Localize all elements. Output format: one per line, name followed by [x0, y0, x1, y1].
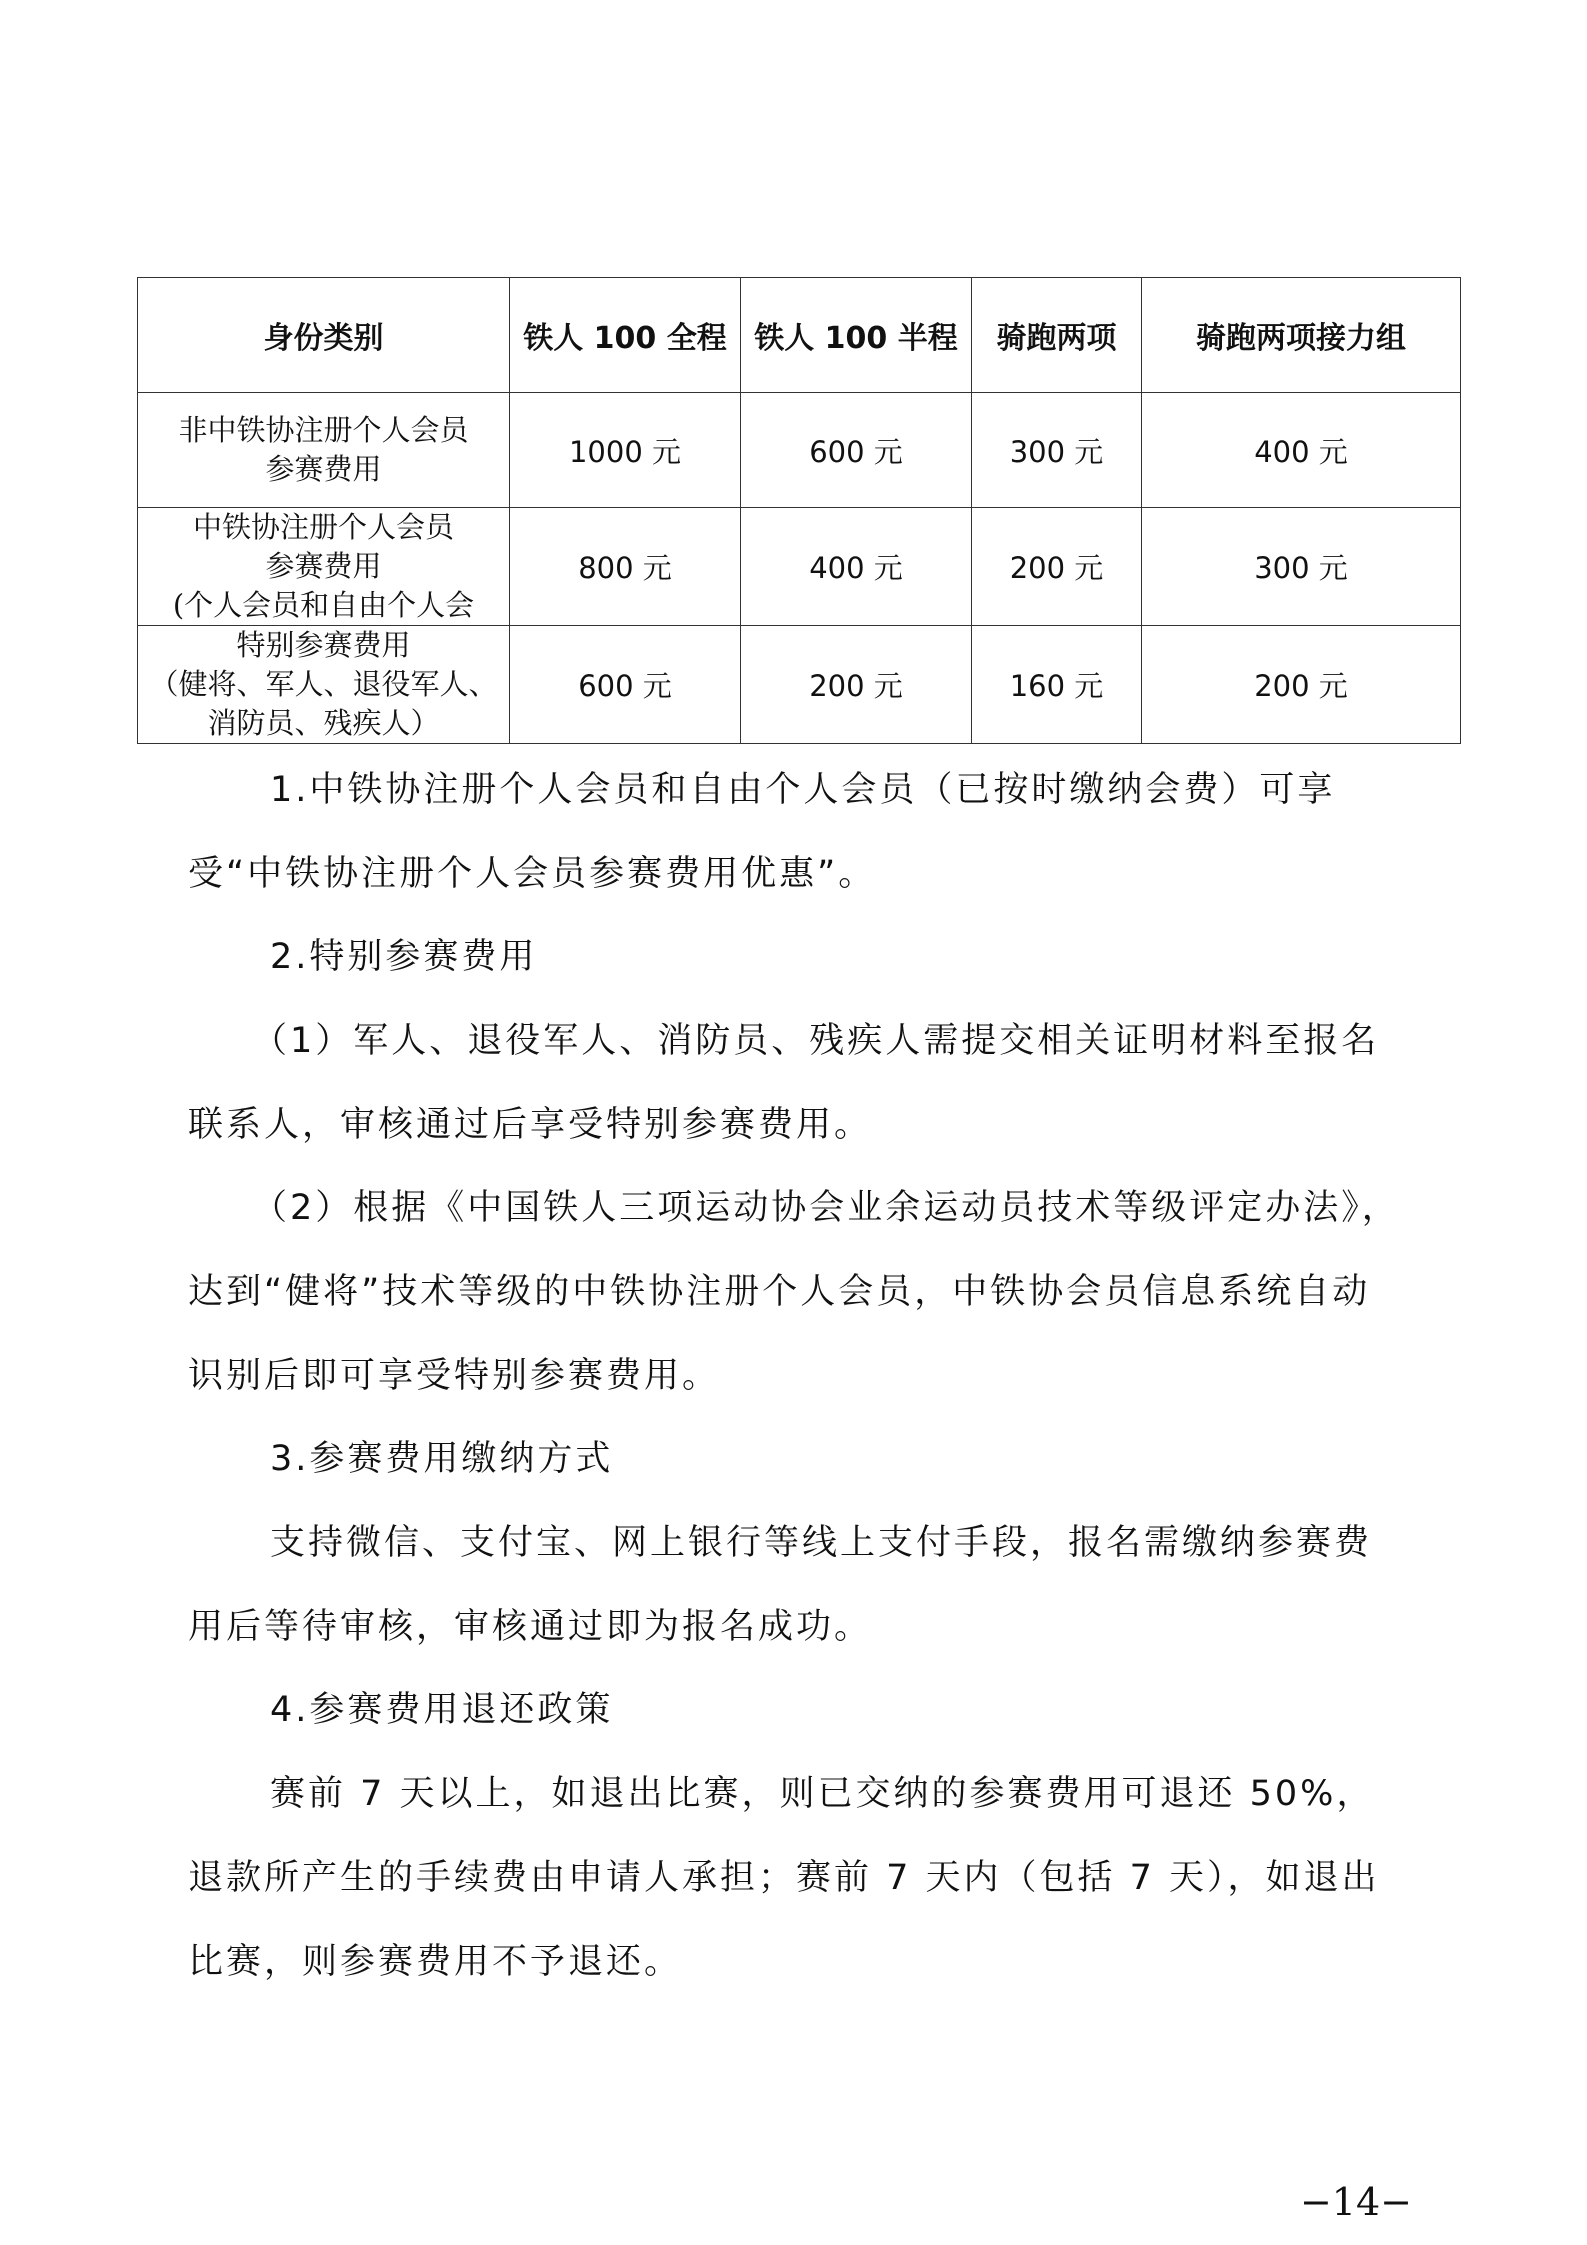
heading-refund-policy: 4.参赛费用退还政策 — [270, 1690, 614, 1730]
table-row — [138, 508, 1461, 626]
paragraph-member-discount: 1.中铁协注册个人会员和自由个人会员（已按时缴纳会费）可享受“中铁协注册个人会员参赛费用优惠”。 — [188, 770, 1336, 894]
fee-cell: 400 元 — [1142, 393, 1461, 508]
heading-payment-method: 3.参赛费用缴纳方式 — [270, 1439, 614, 1479]
header-category: 身份类别 — [138, 278, 510, 393]
paragraph-refund-policy: 赛前 7 天以上，如退出比赛，则已交纳的参赛费用可退还 50%，退款所产生的手续费由申请人承担；赛前 7 天内（包括 7 天），如退出比赛，则参赛费用不予退还。 — [188, 1774, 1380, 1982]
fee-cell: 600 元 — [510, 626, 741, 744]
category-cell — [138, 508, 510, 626]
fee-cell: 300 元 — [972, 393, 1142, 508]
fee-cell: 200 元 — [1142, 626, 1461, 744]
category-line: 消防员、残疾人） — [207, 706, 440, 740]
category-line: (个人会员和自由个人会 — [172, 588, 475, 622]
fee-table — [137, 277, 1461, 744]
fee-cell: 800 元 — [510, 508, 741, 626]
header-half: 铁人 100 半程 — [741, 278, 972, 393]
page-number: −14− — [1299, 2180, 1412, 2224]
category-cell — [138, 626, 510, 744]
fee-cell: 200 元 — [741, 626, 972, 744]
category-cell — [138, 393, 510, 508]
table-row — [138, 393, 1461, 508]
paragraph-special-fee-2: （2）根据《中国铁人三项运动协会业余运动员技术等级评定办法》，达到“健将”技术等级的中铁协注册个人会员，中铁协会员信息系统自动识别后即可享受特别参赛费用。 — [188, 1188, 1400, 1396]
table-header-row — [138, 278, 1461, 393]
paragraph-payment-method: 支持微信、支付宝、网上银行等线上支付手段，报名需缴纳参赛费用后等待审核，审核通过即为报名成功。 — [188, 1523, 1373, 1647]
heading-special-fee: 2.特别参赛费用 — [270, 937, 538, 977]
category-line: 中铁协注册个人会员 — [192, 510, 454, 544]
fee-cell: 600 元 — [741, 393, 972, 508]
header-duathlon: 骑跑两项 — [972, 278, 1142, 393]
fee-cell: 160 元 — [972, 626, 1142, 744]
table-row — [138, 626, 1461, 744]
category-line: 参赛费用 — [265, 452, 382, 486]
fee-cell: 300 元 — [1142, 508, 1461, 626]
fee-cell: 1000 元 — [510, 393, 741, 508]
category-line: （健将、军人、退役军人、 — [149, 667, 498, 701]
fee-cell: 400 元 — [741, 508, 972, 626]
fee-cell: 200 元 — [972, 508, 1142, 626]
paragraph-special-fee-1: （1）军人、退役军人、消防员、残疾人需提交相关证明材料至报名联系人，审核通过后享受特别参赛费用。 — [188, 1021, 1380, 1145]
header-full: 铁人 100 全程 — [510, 278, 741, 393]
category-line: 特别参赛费用 — [236, 628, 411, 662]
category-line: 参赛费用 — [265, 549, 382, 583]
header-relay: 骑跑两项接力组 — [1142, 278, 1461, 393]
category-line: 非中铁协注册个人会员 — [178, 413, 469, 447]
